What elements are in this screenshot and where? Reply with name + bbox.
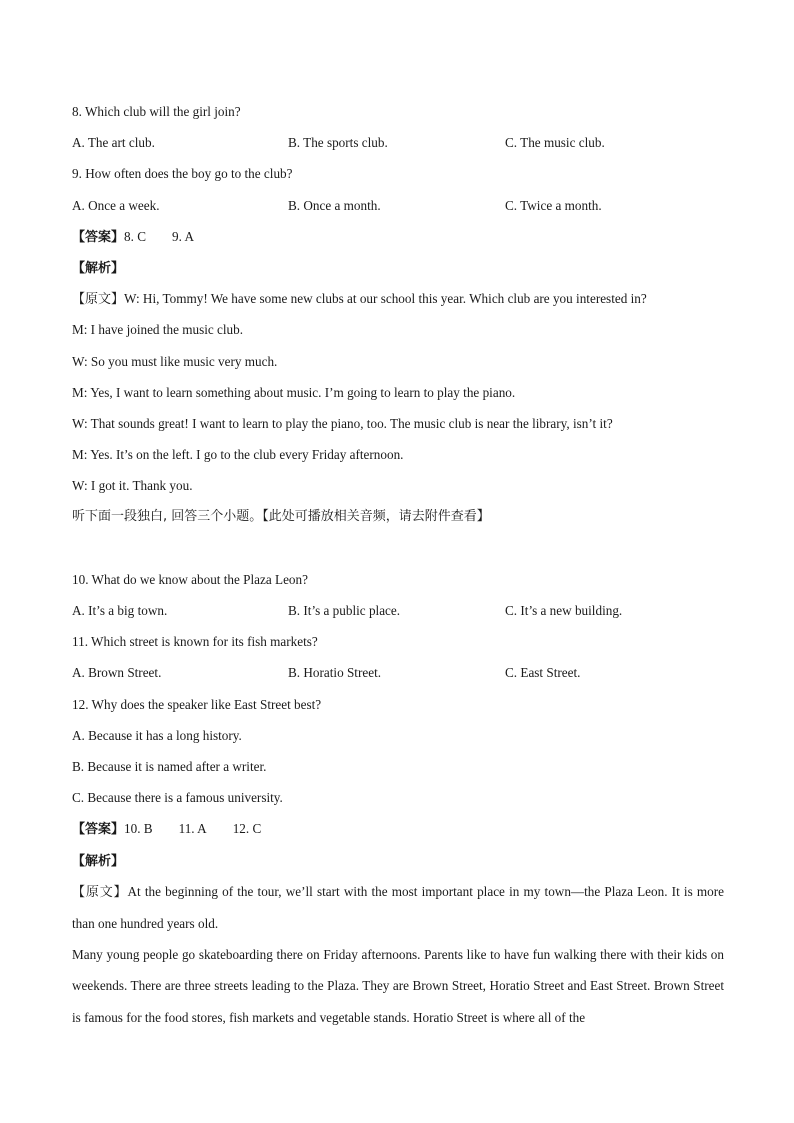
answer-item: 9. A (172, 228, 194, 244)
answer-item: 12. C (232, 821, 262, 837)
option-c: C. East Street. (505, 665, 581, 681)
option-b: B. It’s a public place. (288, 603, 401, 618)
listening-instruction: 听下面一段独白, 回答三个小题。【此处可播放相关音频，请去附件查看】 (72, 509, 490, 525)
document-page (72, 96, 724, 1033)
transcript-label: 【原文】 (72, 292, 125, 308)
transcript-text: W: Hi, Tommy! We have some new clubs at our school this year. Which club are you interested in? (124, 291, 647, 307)
transcript-text: At the beginning of the tour, we’ll start with the most important place in my town—the Plaza Leon. It is more than one hundred years old. (72, 883, 724, 931)
option-c: C. The music club. (505, 135, 605, 151)
answer-line (72, 813, 724, 844)
answer-item: 10. B (124, 821, 153, 837)
option-a: A. It’s a big town. (72, 603, 168, 618)
transcript-paragraph (72, 876, 724, 939)
option-a: A. Because it has a long history. (72, 727, 242, 743)
option-c: C. Twice a month. (505, 197, 602, 213)
question-9-options (72, 190, 724, 221)
question-8: 8. Which club will the girl join? (72, 104, 241, 119)
analysis-label: 【解析】 (72, 260, 125, 276)
transcript-line: M: Yes, I want to learn something about music. I’m going to learn to play the piano. (72, 384, 516, 400)
option-b: B. The sports club. (288, 135, 388, 151)
answer-label: 【答案】 (72, 822, 125, 838)
question-11-options (72, 657, 724, 688)
transcript-line (72, 283, 724, 314)
analysis-line (72, 845, 724, 876)
question-10-options (72, 595, 724, 626)
question-10: 10. What do we know about the Plaza Leon? (72, 571, 308, 587)
option-a: A. The art club. (72, 135, 155, 151)
option-a: A. Once a week. (72, 197, 160, 213)
option-c: C. It’s a new building. (505, 603, 623, 618)
transcript-line: W: So you must like music very much. (72, 353, 278, 369)
transcript-line: M: Yes. It’s on the left. I go to the club every Friday afternoon. (72, 447, 404, 463)
transcript-line: W: I got it. Thank you. (72, 478, 193, 494)
question-9: 9. How often does the boy go to the club? (72, 166, 293, 182)
option-c: C. Because there is a famous university. (72, 790, 283, 806)
transcript-line: W: That sounds great! I want to learn to play the piano, too. The music club is near the library, isn’t it? (72, 415, 613, 431)
analysis-line (72, 252, 724, 283)
option-b: B. Once a month. (288, 197, 381, 213)
option-b: B. Horatio Street. (288, 665, 382, 681)
transcript-line: M: I have joined the music club. (72, 322, 244, 338)
answer-item: 8. C (124, 228, 146, 244)
answer-item: 11. A (178, 821, 207, 837)
transcript-paragraph: Many young people go skateboarding there on Friday afternoons. Parents like to have fun walking there with their kids on weekends. There are three streets leading to the Plaza. They are Brown Street, Horatio Street and East Street. Brown Street is famous for the food stores, fish markets and vegetable stands. Horatio Street is where all of the (72, 947, 724, 1025)
answer-line (72, 221, 724, 252)
question-11: 11. Which street is known for its fish markets? (72, 634, 318, 650)
option-a: A. Brown Street. (72, 665, 162, 681)
analysis-label: 【解析】 (72, 853, 125, 869)
question-8-options (72, 127, 724, 158)
transcript-label: 【原文】 (72, 884, 128, 900)
question-12: 12. Why does the speaker like East Street best? (72, 696, 322, 712)
answer-label: 【答案】 (72, 229, 125, 245)
option-b: B. Because it is named after a writer. (72, 758, 267, 774)
